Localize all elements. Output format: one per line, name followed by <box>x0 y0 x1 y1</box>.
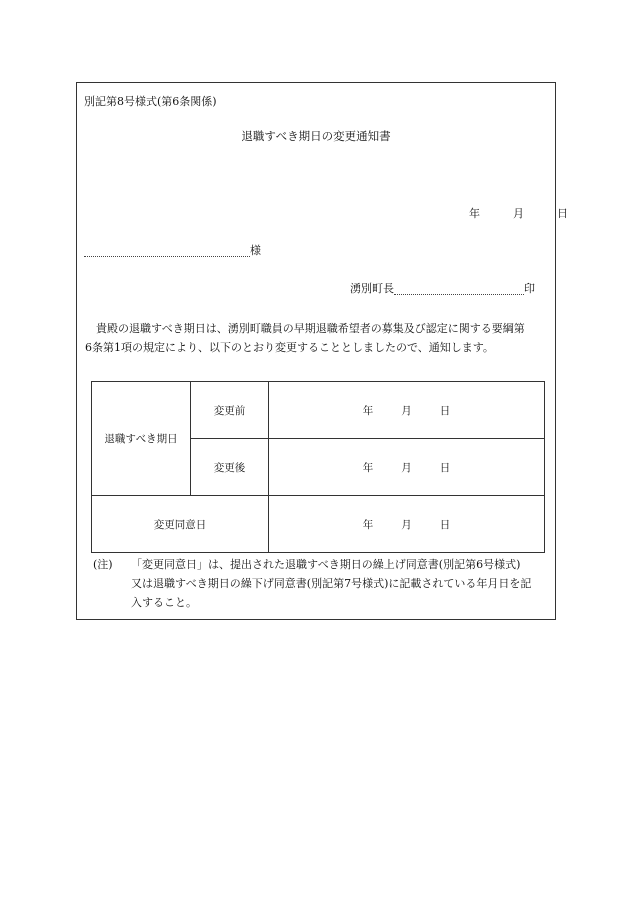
body-paragraph <box>85 319 547 357</box>
before-label: 変更前 <box>191 382 269 439</box>
consent-month: 月 <box>401 518 412 531</box>
issue-date <box>469 208 568 219</box>
note-mark: (注) <box>93 558 113 571</box>
issuer-blank <box>394 283 524 295</box>
before-date <box>269 382 545 439</box>
issue-day: 日 <box>557 207 568 220</box>
table-row <box>92 382 545 439</box>
consent-year: 年 <box>362 518 374 531</box>
form-frame <box>76 82 568 620</box>
note <box>93 555 553 612</box>
date-change-table <box>91 381 545 553</box>
consent-date <box>269 496 545 553</box>
issue-month: 月 <box>513 207 524 220</box>
consent-day: 日 <box>439 518 451 531</box>
recipient-line <box>84 245 261 257</box>
note-line-3: 入すること。 <box>131 596 197 609</box>
after-day: 日 <box>439 461 451 474</box>
body-line-1: 貴殿の退職すべき期日は、湧別町職員の早期退職希望者の募集及び認定に関する要綱第 <box>96 322 525 335</box>
before-day: 日 <box>439 404 451 417</box>
recipient-suffix: 様 <box>250 244 261 257</box>
body-line-2: 6条第1項の規定により、以下のとおり変更することとしましたので、通知します。 <box>85 341 494 354</box>
issue-year: 年 <box>469 207 480 220</box>
issuer-line <box>350 283 535 295</box>
retirement-date-header: 退職すべき期日 <box>92 382 191 496</box>
before-month: 月 <box>401 404 412 417</box>
note-line-2: 又は退職すべき期日の繰下げ同意書(別記第7号様式)に記載されている年月日を記 <box>131 577 532 590</box>
recipient-name-blank <box>84 245 250 257</box>
after-month: 月 <box>401 461 412 474</box>
document-title: 退職すべき期日の変更通知書 <box>241 129 391 143</box>
issuer-name: 湧別町長 <box>350 282 394 295</box>
after-label: 変更後 <box>191 439 269 496</box>
table-row <box>92 496 545 553</box>
issuer-seal: 印 <box>524 282 535 295</box>
note-line-1: 「変更同意日」は、提出された退職すべき期日の繰上げ同意書(別記第6号様式) <box>131 558 521 571</box>
after-date <box>269 439 545 496</box>
after-year: 年 <box>362 461 374 474</box>
before-year: 年 <box>362 404 374 417</box>
consent-label: 変更同意日 <box>92 496 269 553</box>
form-label: 別記第8号様式(第6条関係) <box>84 95 217 108</box>
